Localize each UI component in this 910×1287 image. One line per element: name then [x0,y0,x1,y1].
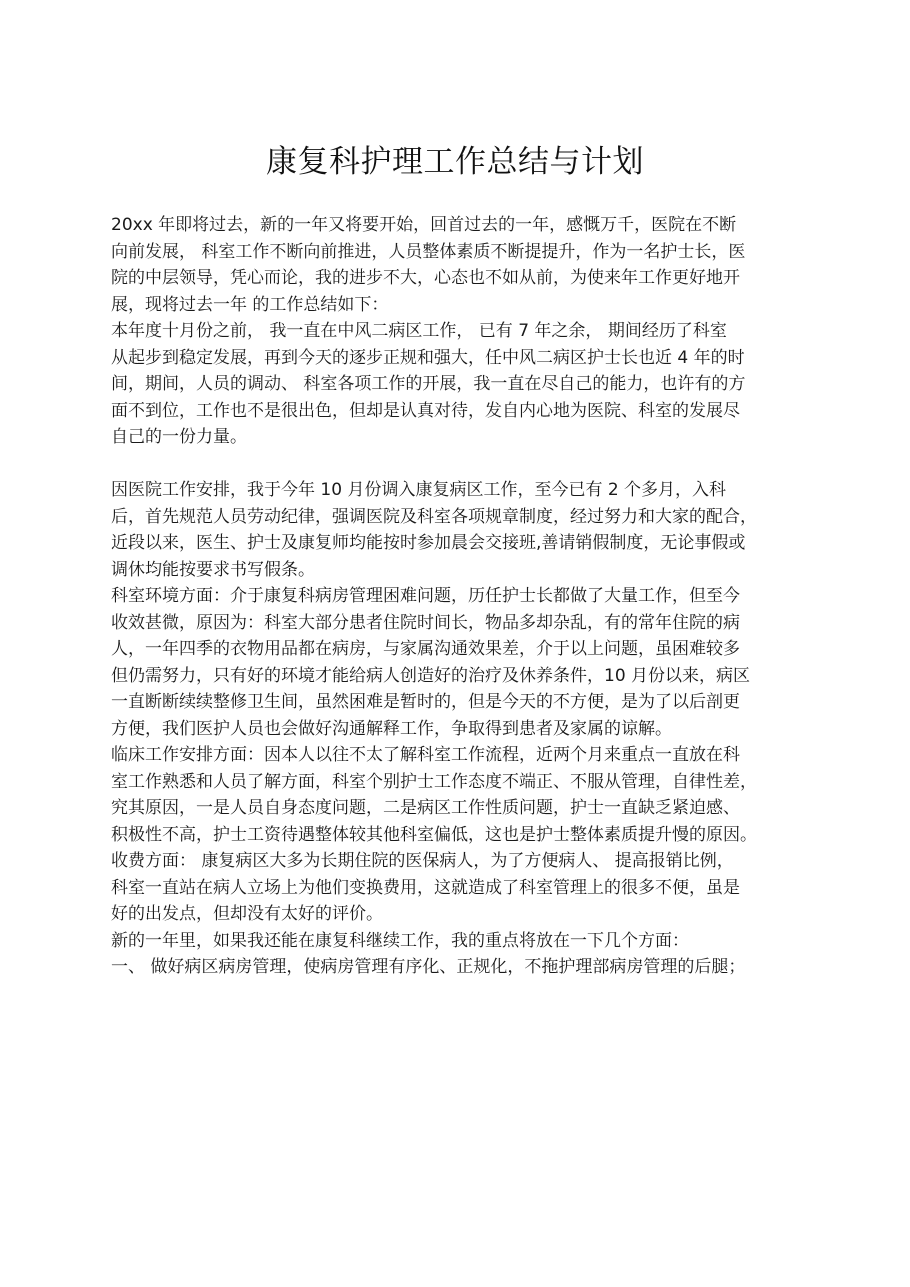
text-line: 临床工作安排方面：因本人以往不太了解科室工作流程，近两个月来重点一直放在科 [111,745,740,765]
text-line: 因医院工作安排，我于今年 10 月份调入康复病区工作，至今已有 2 个多月，入科 [111,480,727,500]
text-line: 方便，我们医护人员也会做好沟通解释工作，争取得到患者及家属的谅解。 [111,718,672,739]
document-body [111,212,801,981]
text-line: 室工作熟悉和人员了解方面，科室个别护士工作态度不端正、不服从管理，自律性差， [111,771,757,792]
text-line: 20xx 年即将过去，新的一年又将要开始，回首过去的一年，感慨万千，医院在不断 [111,215,737,235]
text-line: 收效甚微，原因为：科室大部分患者住院时间长，物品多却杂乱，有的常年住院的病 [111,612,740,633]
text-line: 从起步到稳定发展，再到今天的逐步正规和强大，任中风二病区护士长也近 4 年的时 [111,347,745,368]
document-title: 康复科护理工作总结与计划 [266,144,644,180]
text-line: 间，期间，人员的调动、 科室各项工作的开展，我一直在尽自己的能力，也许有的方 [111,374,746,394]
text-line: 好的出发点，但却没有太好的评价。 [111,904,383,924]
text-line: 面不到位，工作也不是很出色，但却是认真对待，发自内心地为医院、科室的发展尽 [111,400,740,421]
blank-line [111,451,801,478]
text-line: 本年度十月份之前， 我一直在中风二病区工作， 已有 7 年之余， 期间经历了科室 [111,321,727,341]
text-line: 人，一年四季的衣物用品都在病房，与家属沟通效果差，介于以上问题，虽困难较多 [111,639,740,659]
text-line: 向前发展， 科室工作不断向前推进，人员整体素质不断提提升，作为一名护士长，医 [111,241,746,262]
text-line: 但仍需努力，只有好的环境才能给病人创造好的治疗及休养条件，10 月份以来，病区 [111,665,751,686]
text-line: 积极性不高，护士工资待遇整体较其他科室偏低，这也是护士整体素质提升慢的原因。 [111,824,757,845]
text-line: 后，首先规范人员劳动纪律，强调医院及科室各项规章制度，经过努力和大家的配合， [111,506,757,527]
text-line: 新的一年里，如果我还能在康复科继续工作，我的重点将放在一下几个方面： [111,930,689,951]
text-line: 自己的一份力量。 [111,427,247,447]
text-line: 科室环境方面：介于康复科病房管理困难问题，历任护士长都做了大量工作，但至今 [111,586,740,606]
text-line: 调休均能按要求书写假条。 [111,559,315,580]
text-line: 究其原因，一是人员自身态度问题，二是病区工作性质问题，护士一直缺乏紧迫感、 [111,798,740,818]
text-line: 收费方面： 康复病区大多为长期住院的医保病人，为了方便病人、 提高报销比例， [111,851,734,871]
text-line: 院的中层领导，凭心而论，我的进步不大，心态也不如从前，为使来年工作更好地开 [111,268,740,288]
text-line: 近段以来，医生、护士及康复师均能按时参加晨会交接班,善请销假制度，无论事假或 [111,533,746,553]
text-line: 一直断断续续整修卫生间，虽然困难是暂时的，但是今天的不方便，是为了以后剖更 [111,692,740,712]
text-line: 一、 做好病区病房管理，使病房管理有序化、正规化，不拖护理部病房管理的后腿； [111,957,746,977]
text-line: 科室一直站在病人立场上为他们变换费用，这就造成了科室管理上的很多不便，虽是 [111,877,740,898]
text-line: 展，现将过去一年 的工作总结如下： [111,294,389,315]
